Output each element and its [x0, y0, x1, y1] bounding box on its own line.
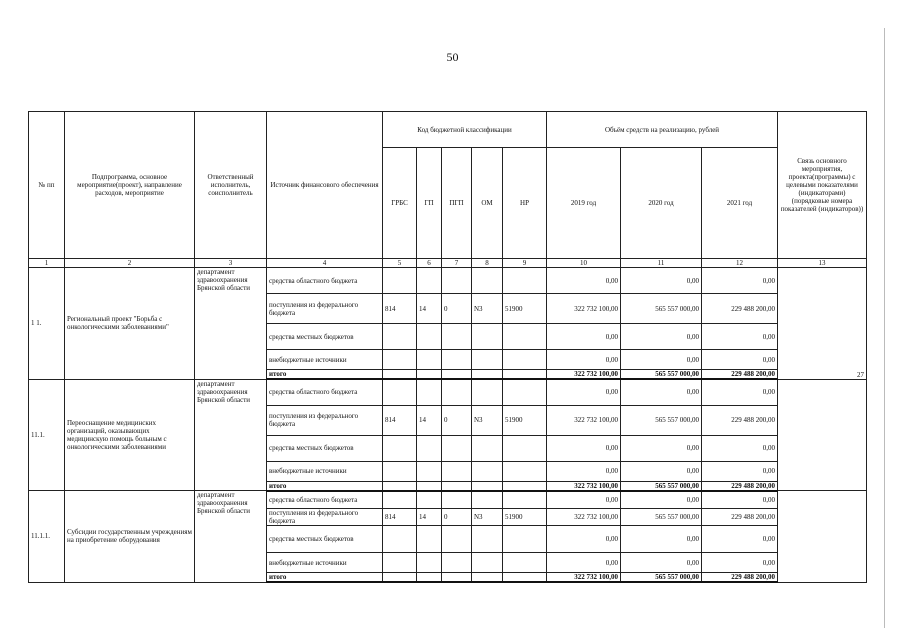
om-code: N3 — [472, 405, 503, 435]
header-nr: НР — [503, 148, 547, 259]
nr-code — [503, 268, 547, 294]
amount-2020: 0,00 — [621, 553, 702, 573]
pgp-code — [442, 491, 472, 509]
total-label: итого — [267, 573, 383, 583]
amount-2020: 0,00 — [621, 379, 702, 405]
grbs-code — [383, 526, 417, 553]
nr-code: 51900 — [503, 294, 547, 324]
nr-code — [503, 491, 547, 509]
gp-code — [417, 553, 442, 573]
om-code: N3 — [472, 509, 503, 526]
gp-code — [417, 435, 442, 461]
gp-code — [417, 461, 442, 481]
amount-2021: 0,00 — [702, 268, 778, 294]
grbs-code — [383, 553, 417, 573]
amount-2020: 0,00 — [621, 461, 702, 481]
gp-code — [417, 350, 442, 370]
amount-2021: 0,00 — [702, 461, 778, 481]
gp-code — [417, 491, 442, 509]
nr-code — [503, 379, 547, 405]
funding-source: внебюджетные источники — [267, 553, 383, 573]
indicator-link: 27 — [778, 268, 867, 380]
funding-source: внебюджетные источники — [267, 350, 383, 370]
funding-source: средства местных бюджетов — [267, 324, 383, 350]
total-empty-cell — [442, 573, 472, 583]
header-grbs: ГРБС — [383, 148, 417, 259]
nr-code — [503, 324, 547, 350]
total-2019: 322 732 100,00 — [547, 573, 621, 583]
row-responsible: департамент здравоохранения Брянской области — [195, 268, 267, 380]
amount-2020: 565 557 000,00 — [621, 405, 702, 435]
om-code — [472, 350, 503, 370]
table-row — [29, 491, 867, 509]
amount-2021: 229 488 200,00 — [702, 509, 778, 526]
funding-source: средства местных бюджетов — [267, 435, 383, 461]
amount-2021: 229 488 200,00 — [702, 294, 778, 324]
row-number: 1 1. — [29, 268, 65, 380]
funding-source: поступления из федерального бюджета — [267, 294, 383, 324]
gp-code — [417, 324, 442, 350]
header-2019: 2019 год — [547, 148, 621, 259]
grbs-code — [383, 324, 417, 350]
amount-2019: 322 732 100,00 — [547, 294, 621, 324]
header-name: Подпрограмма, основное мероприятие(проект), направление расходов, мероприятие — [65, 112, 195, 259]
nr-code: 51900 — [503, 405, 547, 435]
row-responsible: департамент здравоохранения Брянской области — [195, 491, 267, 583]
amount-2021: 0,00 — [702, 324, 778, 350]
om-code — [472, 324, 503, 350]
amount-2020: 565 557 000,00 — [621, 509, 702, 526]
amount-2019: 322 732 100,00 — [547, 405, 621, 435]
total-2021: 229 488 200,00 — [702, 370, 778, 380]
header-responsible: Ответственный исполнитель, соисполнитель — [195, 112, 267, 259]
total-empty-cell — [442, 481, 472, 491]
column-index-cell: 2 — [65, 259, 195, 268]
funding-source: средства областного бюджета — [267, 379, 383, 405]
amount-2020: 0,00 — [621, 268, 702, 294]
column-index-cell: 1 — [29, 259, 65, 268]
total-empty-cell — [503, 573, 547, 583]
header-pgp: ПГП — [442, 148, 472, 259]
nr-code — [503, 350, 547, 370]
column-index-cell: 4 — [267, 259, 383, 268]
header-no: № пп — [29, 112, 65, 259]
amount-2019: 0,00 — [547, 324, 621, 350]
amount-2020: 0,00 — [621, 526, 702, 553]
grbs-code — [383, 461, 417, 481]
amount-2019: 0,00 — [547, 553, 621, 573]
amount-2019: 0,00 — [547, 491, 621, 509]
nr-code — [503, 526, 547, 553]
amount-2021: 229 488 200,00 — [702, 405, 778, 435]
nr-code — [503, 553, 547, 573]
row-name: Субсидии государственным учреждениям на приобретение оборудования — [65, 491, 195, 583]
column-index-cell: 12 — [702, 259, 778, 268]
column-index-cell: 13 — [778, 259, 867, 268]
amount-2021: 0,00 — [702, 553, 778, 573]
pgp-code — [442, 526, 472, 553]
grbs-code: 814 — [383, 405, 417, 435]
total-2021: 229 488 200,00 — [702, 481, 778, 491]
total-empty-cell — [472, 481, 503, 491]
nr-code — [503, 435, 547, 461]
header-2020: 2020 год — [621, 148, 702, 259]
grbs-code: 814 — [383, 509, 417, 526]
total-2020: 565 557 000,00 — [621, 481, 702, 491]
scan-edge-line — [884, 28, 885, 628]
amount-2019: 0,00 — [547, 435, 621, 461]
gp-code: 14 — [417, 509, 442, 526]
amount-2019: 0,00 — [547, 268, 621, 294]
om-code: N3 — [472, 294, 503, 324]
column-index-cell: 6 — [417, 259, 442, 268]
om-code — [472, 268, 503, 294]
pgp-code — [442, 553, 472, 573]
grbs-code — [383, 350, 417, 370]
pgp-code — [442, 435, 472, 461]
total-2020: 565 557 000,00 — [621, 370, 702, 380]
pgp-code — [442, 350, 472, 370]
gp-code — [417, 379, 442, 405]
total-empty-cell — [472, 370, 503, 380]
total-label: итого — [267, 370, 383, 380]
budget-table — [28, 111, 867, 583]
nr-code: 51900 — [503, 509, 547, 526]
pgp-code — [442, 379, 472, 405]
header-om: ОМ — [472, 148, 503, 259]
total-2019: 322 732 100,00 — [547, 370, 621, 380]
gp-code — [417, 268, 442, 294]
total-empty-cell — [503, 481, 547, 491]
amount-2020: 565 557 000,00 — [621, 294, 702, 324]
grbs-code — [383, 491, 417, 509]
pgp-code — [442, 268, 472, 294]
amount-2021: 0,00 — [702, 435, 778, 461]
amount-2019: 322 732 100,00 — [547, 509, 621, 526]
column-index-cell: 7 — [442, 259, 472, 268]
om-code — [472, 553, 503, 573]
amount-2019: 0,00 — [547, 379, 621, 405]
total-2020: 565 557 000,00 — [621, 573, 702, 583]
funding-source: средства местных бюджетов — [267, 526, 383, 553]
header-2021: 2021 год — [702, 148, 778, 259]
pgp-code — [442, 461, 472, 481]
total-empty-cell — [383, 573, 417, 583]
header-volume-group: Объём средств на реализацию, рублей — [547, 112, 778, 148]
total-empty-cell — [417, 370, 442, 380]
amount-2021: 0,00 — [702, 379, 778, 405]
grbs-code — [383, 435, 417, 461]
amount-2021: 0,00 — [702, 526, 778, 553]
row-name: Переоснащение медицинских организаций, оказывающих медицинскую помощь больным с онкологическими заболеваниями — [65, 379, 195, 491]
om-code — [472, 526, 503, 553]
amount-2019: 0,00 — [547, 350, 621, 370]
amount-2021: 0,00 — [702, 491, 778, 509]
table-row — [29, 268, 867, 294]
pgp-code: 0 — [442, 405, 472, 435]
row-name: Региональный проект "Борьба с онкологическими заболеваниями" — [65, 268, 195, 380]
row-number: 11.1.1. — [29, 491, 65, 583]
indicator-link — [778, 379, 867, 491]
om-code — [472, 461, 503, 481]
amount-2020: 0,00 — [621, 350, 702, 370]
om-code — [472, 379, 503, 405]
total-empty-cell — [383, 481, 417, 491]
gp-code: 14 — [417, 294, 442, 324]
amount-2020: 0,00 — [621, 491, 702, 509]
column-index-cell: 11 — [621, 259, 702, 268]
om-code — [472, 491, 503, 509]
header-source: Источник финансового обеспечения — [267, 112, 383, 259]
amount-2019: 0,00 — [547, 526, 621, 553]
column-index-cell: 10 — [547, 259, 621, 268]
amount-2020: 0,00 — [621, 435, 702, 461]
row-responsible: департамент здравоохранения Брянской области — [195, 379, 267, 491]
table-row — [29, 379, 867, 405]
gp-code: 14 — [417, 405, 442, 435]
total-label: итого — [267, 481, 383, 491]
page-number: 50 — [446, 50, 459, 64]
header-link: Связь основного мероприятия, проекта(программы) с целевыми показателями (индикаторами) (порядковые номера показателей (индикаторов)) — [778, 112, 867, 259]
total-empty-cell — [417, 481, 442, 491]
total-2021: 229 488 200,00 — [702, 573, 778, 583]
amount-2019: 0,00 — [547, 461, 621, 481]
funding-source: поступления из федерального бюджета — [267, 405, 383, 435]
row-number: 11.1. — [29, 379, 65, 491]
gp-code — [417, 526, 442, 553]
total-empty-cell — [383, 370, 417, 380]
total-empty-cell — [442, 370, 472, 380]
total-2019: 322 732 100,00 — [547, 481, 621, 491]
column-index-cell: 9 — [503, 259, 547, 268]
total-empty-cell — [503, 370, 547, 380]
grbs-code — [383, 268, 417, 294]
funding-source: внебюджетные источники — [267, 461, 383, 481]
header-kbk-group: Код бюджетной классификации — [383, 112, 547, 148]
funding-source: средства областного бюджета — [267, 491, 383, 509]
grbs-code: 814 — [383, 294, 417, 324]
amount-2020: 0,00 — [621, 324, 702, 350]
pgp-code — [442, 324, 472, 350]
nr-code — [503, 461, 547, 481]
column-index-cell: 8 — [472, 259, 503, 268]
om-code — [472, 435, 503, 461]
grbs-code — [383, 379, 417, 405]
column-index-cell: 3 — [195, 259, 267, 268]
column-index-row — [29, 259, 867, 268]
header-gp: ГП — [417, 148, 442, 259]
pgp-code: 0 — [442, 294, 472, 324]
funding-source: поступления из федерального бюджета — [267, 509, 383, 526]
indicator-link — [778, 491, 867, 583]
column-index-cell: 5 — [383, 259, 417, 268]
funding-source: средства областного бюджета — [267, 268, 383, 294]
amount-2021: 0,00 — [702, 350, 778, 370]
total-empty-cell — [472, 573, 503, 583]
total-empty-cell — [417, 573, 442, 583]
pgp-code: 0 — [442, 509, 472, 526]
